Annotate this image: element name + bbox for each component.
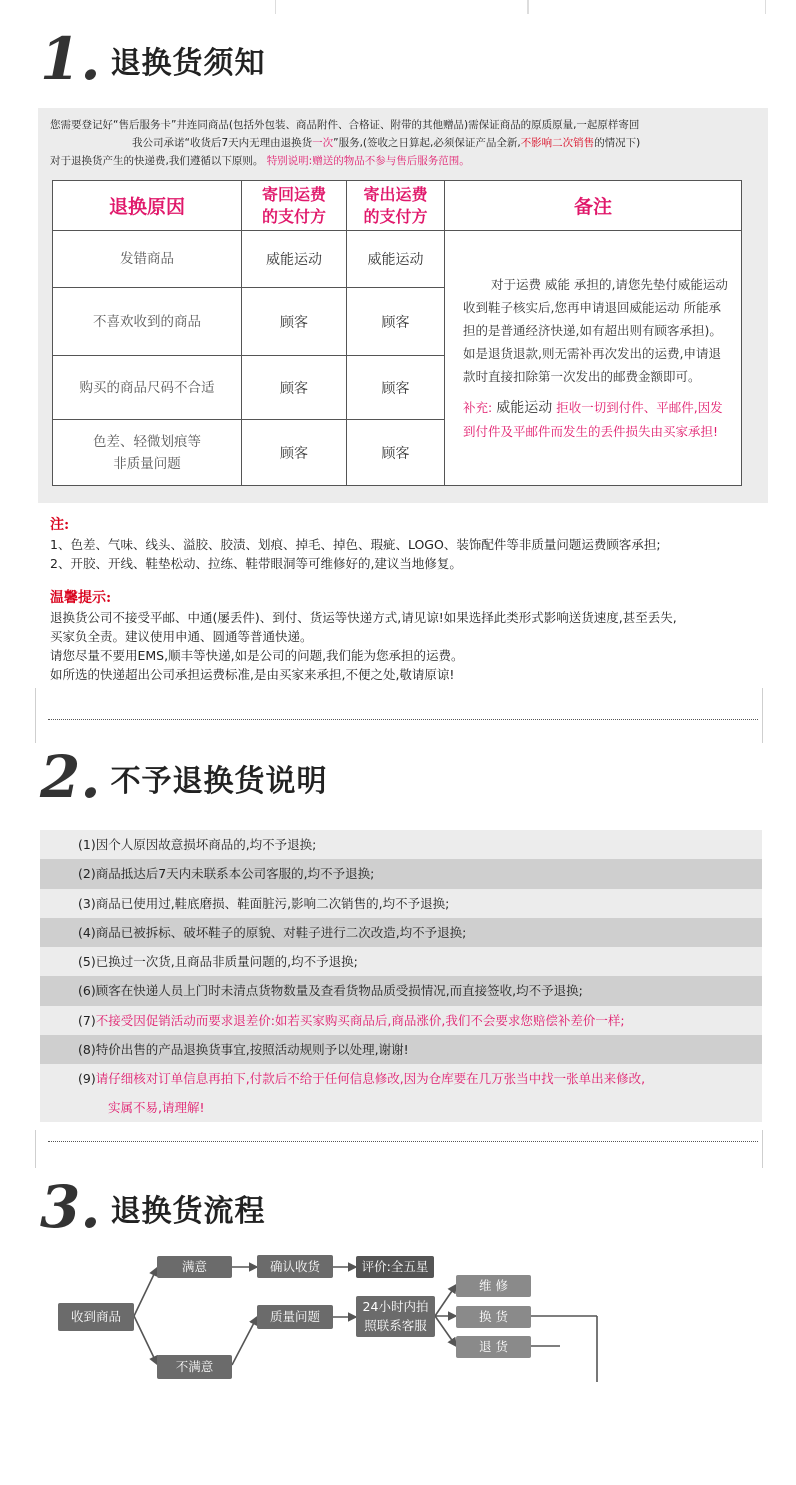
send-fee-cell: 顾客: [347, 288, 445, 356]
tip-item: 如所选的快递超出公司承担运费标准,是由买家来承担,不便之处,敬请原谅!: [50, 667, 455, 682]
header-remark: 备注: [445, 181, 742, 231]
section2-title: 不予退换货说明: [110, 764, 328, 799]
intro-line-2: 我公司承诺“收货后7天内无理由退换货一次”服务,(签收之日算起,必须保证产品全新,不影响二次销售的情况下): [132, 137, 641, 149]
tip-title: 温馨提示:: [50, 590, 112, 606]
intro-line-1: 您需要登记好“售后服务卡”井连同商品(包括外包装、商品附件、合格证、附带的其他赠品)需保证商品的原质原量,一起原样寄回: [50, 119, 640, 131]
rule-item: (2)商品抵达后7天内未联系本公司客服的,均不予退换;: [40, 859, 762, 888]
remark-cell: 对于运费 威能 承担的,请您先垫付威能运动收到鞋子核实后,您再申请退回威能运动 所能承担的是普通经济快递,如有超出则有顾客承担)。如是退货退款,则无需补再次发出的运费,申请退款时直接扣除第一次发出的邮费金额即可。 补充: 威能运动 拒收一切到付件、平邮件,因发到付件及平邮件而发生的丢件损失由买家承担!: [445, 231, 742, 486]
section1-heading: [40, 25, 266, 93]
reason-cell: 发错商品: [53, 231, 242, 288]
rule-item: (6)顾客在快递人员上门时未清点货物数量及查看货物品质受损情况,而直接签收,均不予退换;: [40, 976, 762, 1005]
section1-title: 退换货须知: [110, 46, 266, 81]
reason-cell: 色差、轻微划痕等 非质量问题: [53, 420, 242, 486]
note-title: 注:: [50, 517, 70, 533]
send-fee-cell: 顾客: [347, 356, 445, 420]
return-fee-cell: 顾客: [242, 288, 347, 356]
flow-quality: 质量问题: [257, 1305, 333, 1329]
rule-item: (7)不接受因促销活动而要求退差价:如若买家购买商品后,商品涨价,我们不会要求您赔偿补差价一样;: [40, 1006, 762, 1035]
top-frame-left: [275, 0, 529, 14]
header-reason: 退换原因: [53, 181, 242, 231]
section3-number: 3.: [40, 1173, 101, 1241]
rule-item: (8)特价出售的产品退换货事宜,按照活动规则予以处理,谢谢!: [40, 1035, 762, 1064]
shipping-fee-table: [52, 180, 742, 486]
header-return-fee: 寄回运费 的支付方: [242, 181, 347, 231]
bottom-fade: [0, 1382, 796, 1485]
note-item: 1、色差、气味、线头、溢胶、胶渍、划痕、掉毛、掉色、瑕疵、LOGO、装饰配件等非质量问题运费顾客承担;: [50, 537, 661, 552]
notes-block: [50, 516, 770, 684]
tip-item: 请您尽量不要用EMS,顺丰等快递,如是公司的问题,我们能为您承担的运费。: [50, 648, 464, 663]
flow-rating: 评价:全五星: [356, 1256, 434, 1278]
return-fee-cell: 顾客: [242, 356, 347, 420]
rule-item: (9)请仔细核对订单信息再拍下,付款后不给于任何信息修改,因为仓库要在几万张当中找一张单出来修改, 实属不易,请理解!: [40, 1064, 762, 1122]
return-fee-cell: 威能运动: [242, 231, 347, 288]
tip-item: 买家负全责。建议使用申通、圆通等普通快递。: [50, 629, 313, 644]
reason-cell: 不喜欢收到的商品: [53, 288, 242, 356]
flow-exchange: 换 货: [456, 1306, 531, 1328]
top-frame-right: [527, 0, 766, 14]
section2-number: 2.: [40, 743, 101, 811]
flow-satisfied: 满意: [157, 1256, 232, 1278]
send-fee-cell: 威能运动: [347, 231, 445, 288]
flow-contact: 24小时内拍 照联系客服: [356, 1296, 435, 1337]
divider: [48, 1141, 758, 1142]
rule-item: (3)商品已使用过,鞋底磨损、鞋面脏污,影响二次销售的,均不予退换;: [40, 889, 762, 918]
section1-number: 1.: [40, 25, 101, 93]
tip-item: 退换货公司不接受平邮、中通(屡丢件)、到付、货运等快递方式,请见谅!如果选择此类形式影响送货速度,甚至丢失,: [50, 610, 677, 625]
flow-refund: 退 货: [456, 1336, 531, 1358]
flow-received: 收到商品: [58, 1303, 134, 1331]
section2-heading: [40, 743, 328, 811]
rule-item: (4)商品已被拆标、破坏鞋子的原貌、对鞋子进行二次改造,均不予退换;: [40, 918, 762, 947]
rule-item: (5)已换过一次货,且商品非质量问题的,均不予退换;: [40, 947, 762, 976]
flow-unsatisfied: 不满意: [157, 1355, 232, 1379]
send-fee-cell: 顾客: [347, 420, 445, 486]
rule-item: (1)因个人原因故意损坏商品的,均不予退换;: [40, 830, 762, 859]
table-row: [53, 231, 742, 288]
section3-title: 退换货流程: [110, 1194, 266, 1229]
return-fee-cell: 顾客: [242, 420, 347, 486]
no-return-rules: [40, 830, 762, 1122]
frame-line-right: [762, 1130, 763, 1168]
frame-line-right: [762, 688, 763, 743]
flow-confirm: 确认收货: [257, 1255, 333, 1278]
intro-line-3: 对于退换货产生的快递费,我们遵循以下原则。 特别说明:赠送的物品不参与售后服务范围。: [50, 155, 470, 167]
divider: [48, 719, 758, 720]
flow-repair: 维 修: [456, 1275, 531, 1297]
frame-line-left: [35, 688, 36, 743]
section3-heading: [40, 1173, 266, 1241]
header-send-fee: 寄出运费 的支付方: [347, 181, 445, 231]
return-intro: [50, 116, 760, 170]
frame-line-left: [35, 1130, 36, 1168]
reason-cell: 购买的商品尺码不合适: [53, 356, 242, 420]
note-item: 2、开胶、开线、鞋垫松动、拉练、鞋带眼洞等可维修好的,建议当地修复。: [50, 556, 462, 571]
